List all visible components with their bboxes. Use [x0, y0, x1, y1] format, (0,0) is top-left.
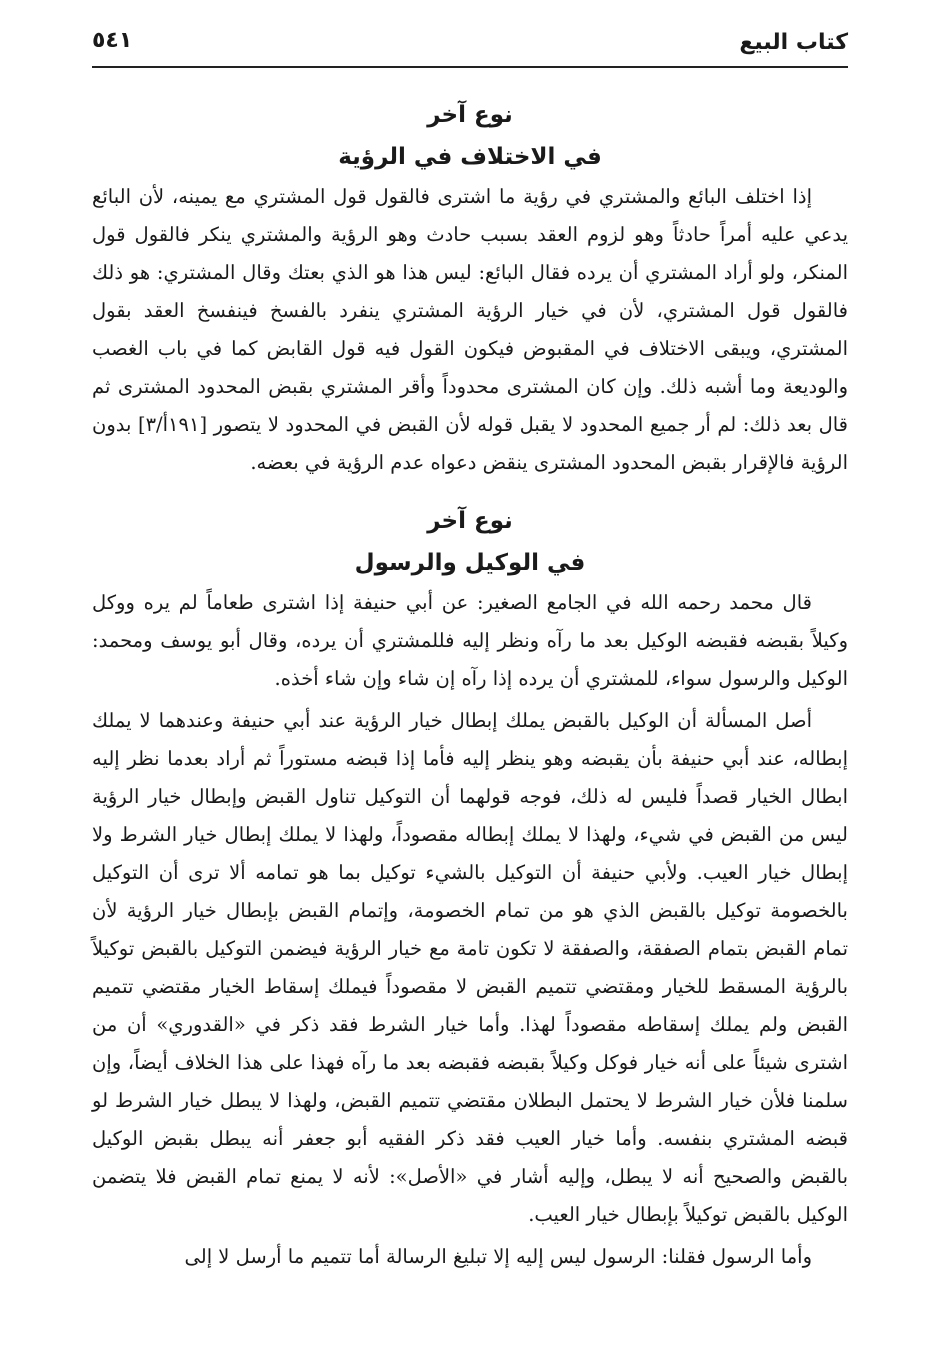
- section-heading: نوع آخر: [427, 102, 513, 128]
- page-content: [92, 88, 848, 1280]
- page-number: ٥٤١: [92, 28, 133, 53]
- section-heading: نوع آخر: [427, 508, 513, 534]
- section-subheading: في الوكيل والرسول: [354, 550, 586, 576]
- section-agent-and-messenger: [92, 500, 848, 1276]
- paragraph: قال محمد رحمه الله في الجامع الصغير: عن أبي حنيفة إذا اشترى طعاماً لم يره ووكل وكيلاً بقبضه فقبضه الوكيل بعد ما رآه ونظر إليه فللمشتري أن يرده، وقال أبو يوسف ومحمد: الوكيل والرسول سواء، للمشتري أن يرده إذا رآه إن شاء وإن شاء أخذه.: [92, 591, 848, 690]
- section-disagreement-in-viewing: [92, 94, 848, 482]
- paragraph: وأما الرسول فقلنا: الرسول ليس إليه إلا تبليغ الرسالة أما تتميم ما أرسل لا إلى: [184, 1245, 812, 1268]
- page-header: [92, 22, 848, 68]
- section-subheading: في الاختلاف في الرؤية: [338, 144, 602, 170]
- paragraph: إذا اختلف البائع والمشتري في رؤية ما اشترى فالقول قول المشتري مع يمينه، لأن البائع يدعي عليه أمراً حادثاً وهو لزوم العقد بسبب حادث وهو الرؤية والمشتري ينكر فالقول قول المنكر، ولو أراد المشتري أن يرده فقال البائع: ليس هذا هو الذي بعتك وقال المشتري: هو ذلك فالقول قول المشتري، لأن في خيار الرؤية المشتري ينفرد بالفسخ فينفسخ العقد بقول المشتري، ويبقى الاختلاف في المقبوض فيكون القول فيه قول القابض كما في باب الغصب والوديعة وما أشبه ذلك. وإن كان المشترى محدوداً وأقر المشتري بقبض المحدود المشترى ثم قال بعد ذلك: لم أر جميع المحدود لا يقبل قوله لأن القبض في المحدود لا يتصور [١٩١أ/٣] بدون الرؤية فالإقرار بقبض المحدود المشترى ينقض دعواه عدم الرؤية في بعضه.: [92, 185, 848, 474]
- paragraph: أصل المسألة أن الوكيل بالقبض يملك إبطال خيار الرؤية عند أبي حنيفة وعندهما لا يملك إبطاله، عند أبي حنيفة بأن يقبضه وهو ينظر إليه فأما إذا قبضه مستوراً ثم أراد بعدما نظر إليه ابطال الخيار قصداً فليس له ذلك، فوجه قولهما أن التوكيل تناول القبض وإبطال خيار الرؤية ليس من القبض في شيء، ولهذا لا يملك إبطاله مقصوداً، ولهذا لا يملك إبطال خيار الشرط ولا إبطال خيار العيب. ولأبي حنيفة أن التوكيل بالشيء توكيل بما هو تمامه ألا ترى أن التوكيل بالخصومة توكيل بالقبض الذي هو من تمام الخصومة، وإتمام القبض بإبطال خيار الرؤية لأن تمام القبض بتمام الصفقة، والصفقة لا تكون تامة مع خيار الرؤية فيضمن التوكيل بالقبض توكيلاً بالرؤية المسقط للخيار ومقتضي تتميم القبض لا مقصوداً فيملك إسقاط الخيار مقتضي تتميم القبض ولم يملك إسقاطه مقصوداً لهذا. وأما خيار الشرط فقد ذكر في «القدوري» أن من اشترى شيئاً على أنه خيار فوكل وكيلاً بقبضه فقبضه بعد ما رآه فهذا على هذا الخلاف أيضاً، وإن سلمنا فلأن خيار الشرط لا يحتمل البطلان مقتضي تتميم القبض، ولهذا لا يبطل خيار الشرط لو قبضه المشتري بنفسه. وأما خيار العيب فقد ذكر الفقيه أبو جعفر أنه يبطل بقبض الوكيل بالقبض والصحيح أنه لا يبطل، وإليه أشار في «الأصل»: لأنه لا يمنع تمام القبض فلا يتضمن الوكيل بالقبض توكيلاً بإبطال خيار العيب.: [92, 709, 849, 1226]
- running-title: كتاب البيع: [739, 30, 848, 55]
